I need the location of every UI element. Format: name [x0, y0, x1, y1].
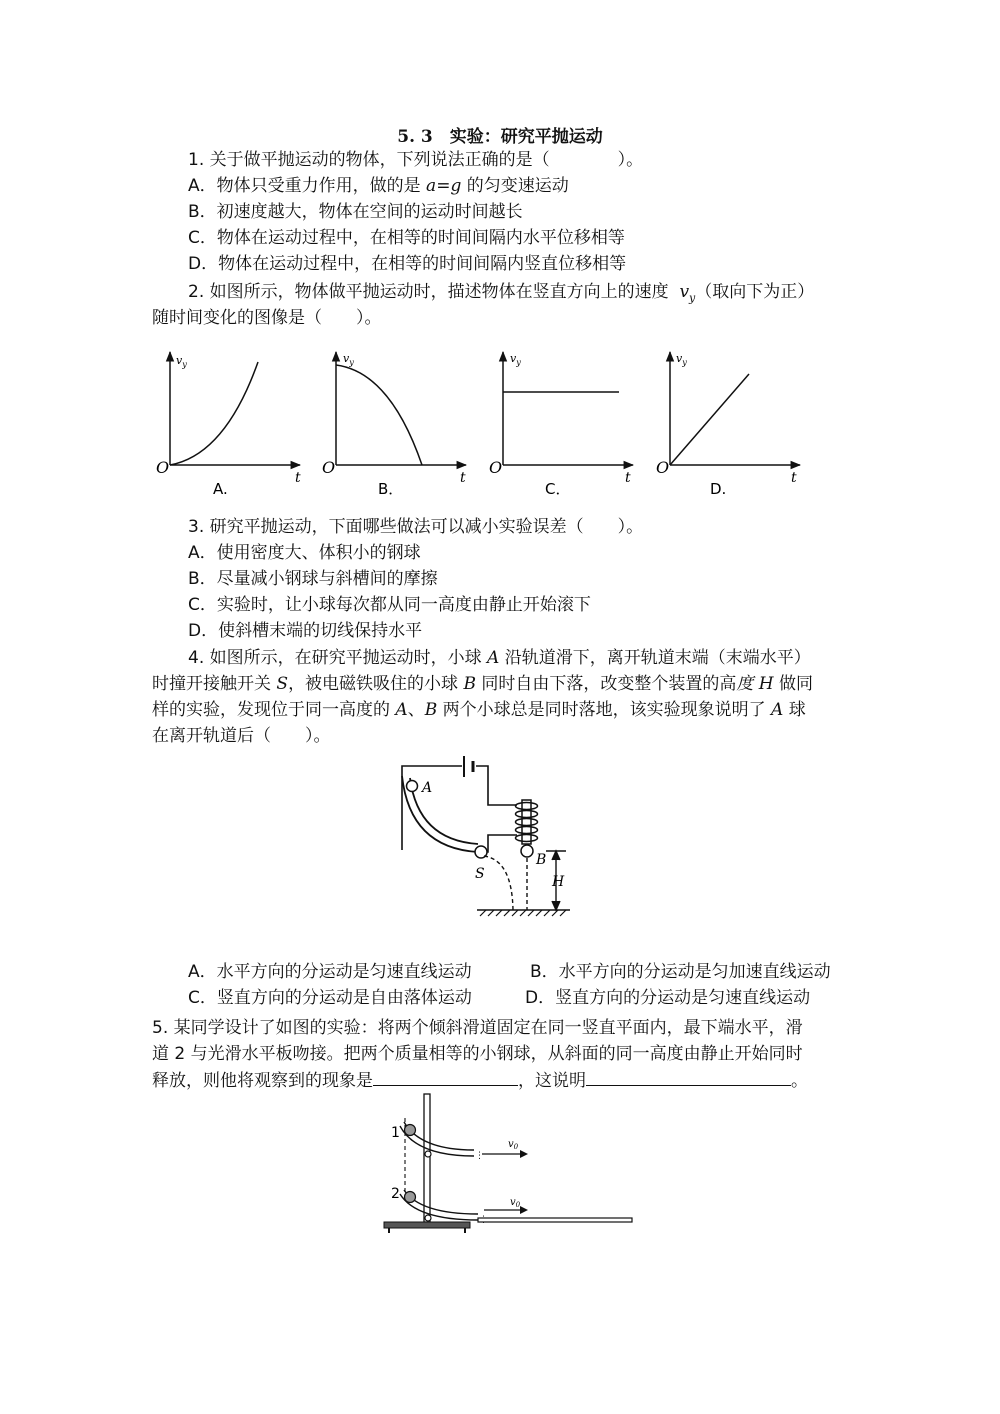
svg-text:t: t [791, 470, 797, 486]
svg-text:O: O [156, 458, 170, 477]
svg-text:t: t [295, 470, 301, 486]
q1-option-d: D．物体在运动过程中，在相等的时间间隔内竖直位移相等 [188, 254, 627, 274]
q5-stem-line2: 道 2 与光滑水平板吻接。把两个质量相等的小钢球，从斜面的同一高度由静止开始同时 [152, 1044, 803, 1064]
ball-2 [405, 1192, 416, 1203]
svg-text:O: O [322, 458, 336, 477]
graph-d-label: D. [710, 480, 727, 498]
graph-a-label: A. [213, 480, 228, 498]
q4-option-b: B．水平方向的分运动是匀加速直线运动 [530, 962, 831, 982]
svg-text:B: B [536, 852, 547, 868]
svg-text:vy: $v_y$ [510, 352, 521, 367]
svg-text:v0: $v_0$ [508, 1139, 519, 1151]
q4-stem-line4: 在离开轨道后（ ）。 [152, 726, 331, 746]
ball-1-exit-mark: ⋮ [475, 1151, 484, 1161]
horizontal-board [478, 1218, 632, 1222]
svg-text:H: H [552, 874, 565, 890]
q5-stem-line3: 释放，则他将观察到的现象是 ，这说明 。 [152, 1067, 872, 1094]
q3-option-b: B．尽量减小钢球与斜槽间的摩擦 [188, 569, 438, 589]
svg-text:vy: $v_y$ [343, 352, 354, 367]
q4-stem-line1: 4. 如图所示，在研究平抛运动时，小球 A 沿轨道滑下，离开轨道末端（末端水平） [188, 648, 811, 668]
q3-stem: 3. 研究平抛运动，下面哪些做法可以减小实验误差（ ）。 [188, 517, 644, 537]
q1-stem: 1. 关于做平抛运动的物体，下列说法正确的是（ ）。 [188, 150, 644, 170]
svg-text:t: t [460, 470, 466, 486]
q4-stem-line3: 样的实验，发现位于同一高度的 A、B 两个小球总是同时落地，该实验现象说明了 A 球 [152, 700, 806, 720]
switch-s-label: S [475, 866, 485, 882]
stand-pole [424, 1094, 430, 1222]
svg-text:vy: $v_y$ [676, 352, 687, 367]
q2-stem-line2: 随时间变化的图像是（ ）。 [152, 308, 382, 328]
q3-option-c: C．实验时，让小球每次都从同一高度由静止开始滚下 [188, 595, 591, 615]
q3-option-a: A．使用密度大、体积小的钢球 [188, 543, 421, 563]
graph-b-label: B． [378, 480, 404, 498]
q4-option-d: D．竖直方向的分运动是匀速直线运动 [525, 988, 811, 1008]
svg-text:1: 1 [391, 1125, 400, 1141]
q1-option-b: B．初速度越大，物体在空间的运动时间越长 [188, 202, 523, 222]
graph-c-label: C． [545, 480, 571, 498]
ball-1 [405, 1125, 416, 1136]
svg-text:v0: $v_0$ [510, 1197, 521, 1209]
svg-text:O: O [656, 458, 670, 477]
q4-stem-line2: 时撞开接触开关 S，被电磁铁吸住的小球 B 同时自由下落，改变整个装置的高度 H 做同 [152, 674, 814, 694]
svg-text:t: t [625, 470, 631, 486]
svg-text:O: O [489, 458, 503, 477]
q3-option-d: D．使斜槽末端的切线保持水平 [188, 621, 423, 641]
stand-base [384, 1222, 470, 1228]
q1-option-a: A．物体只受重力作用，做的是 a=g 的匀变速运动 [188, 176, 569, 196]
svg-text:vy: $v_y$ [176, 354, 187, 369]
svg-text:A: A [422, 780, 433, 796]
q2-stem: 2. 如图所示，物体做平抛运动时，描述物体在竖直方向上的速度 $v_y$（取向下为正） [188, 282, 815, 305]
svg-text:2: 2 [391, 1186, 400, 1202]
page-title: 5. 3 实验：研究平抛运动 [397, 127, 603, 147]
q5-stem-line1: 5. 某同学设计了如图的实验：将两个倾斜滑道固定在同一竖直平面内，最下端水平，滑 [152, 1018, 803, 1038]
q4-option-c: C．竖直方向的分运动是自由落体运动 [188, 988, 472, 1008]
q4-option-a: A．水平方向的分运动是匀速直线运动 [188, 962, 472, 982]
q1-option-c: C．物体在运动过程中，在相等的时间间隔内水平位移相等 [188, 228, 625, 248]
